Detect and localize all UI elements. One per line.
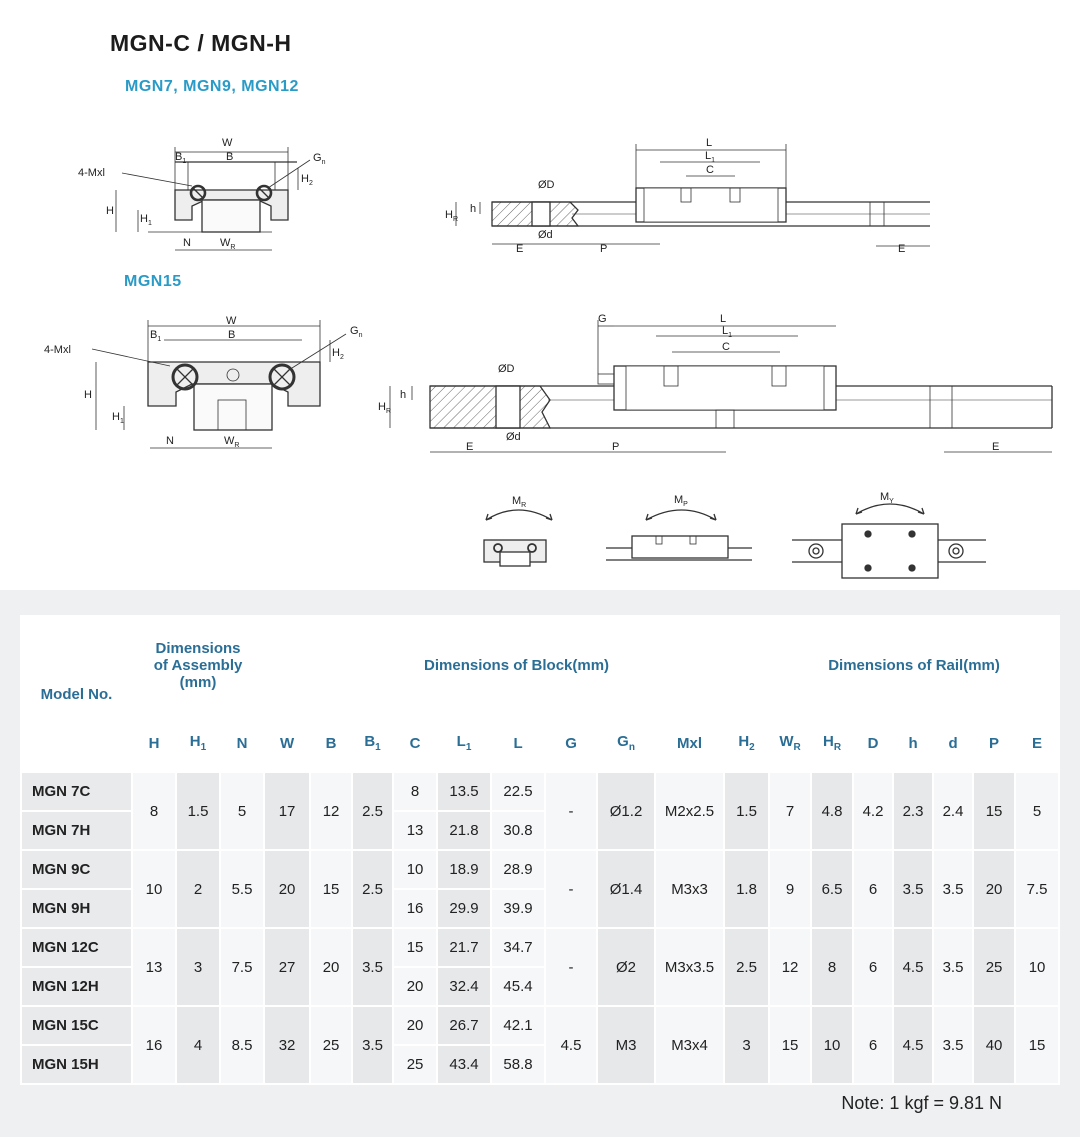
cell-g: 4.5 — [545, 1006, 597, 1084]
column-header — [132, 714, 176, 772]
column-header — [310, 714, 352, 772]
label-g-15: G — [598, 313, 607, 325]
label-od: ØD — [538, 179, 555, 191]
cell-h2: 2.5 — [724, 928, 769, 1006]
cell-h: 2.3 — [893, 772, 933, 850]
label-small-d-15: Ød — [506, 431, 521, 443]
column-header-subscript: 1 — [375, 742, 381, 753]
cell-l1: 21.7 — [437, 928, 491, 967]
cell-p: 25 — [973, 928, 1015, 1006]
cell-hr: 8 — [811, 928, 853, 1006]
column-header-label: d — [948, 734, 958, 752]
column-header-subscript: 2 — [749, 742, 755, 753]
column-header — [1015, 714, 1059, 772]
spec-table-body — [21, 772, 1059, 1084]
label-b1-subscript: 1 — [182, 158, 187, 165]
cell-b1: 2.5 — [352, 772, 393, 850]
label-wr-main: W — [220, 237, 231, 249]
label-hr-subscript: R — [452, 216, 459, 223]
section-label-mgn15: MGN15 — [124, 273, 182, 290]
label-gn-main: G — [313, 152, 322, 164]
moment-mr-icon — [484, 510, 552, 566]
column-header — [264, 714, 310, 772]
side-view-small — [456, 144, 930, 246]
label-mr-main: M — [512, 495, 522, 507]
cell-b: 20 — [310, 928, 352, 1006]
cell-h1: 1.5 — [176, 772, 220, 850]
label-l1-15 — [722, 325, 732, 339]
label-gn — [313, 152, 326, 166]
column-header — [352, 714, 393, 772]
cell-d: 3.5 — [933, 928, 973, 1006]
label-b-15: B — [228, 329, 236, 341]
cell-h2: 3 — [724, 1006, 769, 1084]
label-mxl: 4-Mxl — [78, 167, 105, 179]
label-l1-15-main: L — [722, 325, 729, 337]
label-my-subscript: Y — [889, 498, 894, 505]
column-header — [655, 714, 724, 772]
label-h2 — [301, 173, 313, 187]
label-gn-15-subscript: n — [358, 332, 363, 339]
cell-d: 6 — [853, 850, 893, 928]
end-view-small — [116, 147, 310, 250]
moment-labels — [512, 491, 894, 509]
column-header — [176, 714, 220, 772]
label-h1 — [140, 213, 152, 227]
cell-wr: 12 — [769, 928, 811, 1006]
cell-h: 10 — [132, 850, 176, 928]
label-wr-15-main: W — [224, 435, 235, 447]
cell-hr: 4.8 — [811, 772, 853, 850]
column-header-label: C — [409, 734, 421, 752]
label-p: P — [600, 243, 608, 255]
column-header-label: G — [565, 734, 577, 752]
column-header — [545, 714, 597, 772]
cell-b1: 2.5 — [352, 850, 393, 928]
cell-l: 45.4 — [491, 967, 545, 1006]
cell-b1: 3.5 — [352, 1006, 393, 1084]
label-h2-main: H — [301, 173, 309, 185]
label-my-main: M — [880, 491, 890, 503]
cell-p: 15 — [973, 772, 1015, 850]
cell-p: 20 — [973, 850, 1015, 928]
label-wr-15 — [224, 435, 239, 449]
label-wr-subscript: R — [230, 244, 236, 251]
column-header — [893, 714, 933, 772]
cell-d: 3.5 — [933, 850, 973, 928]
label-mr — [512, 495, 526, 509]
cell-c: 16 — [393, 889, 437, 928]
label-c: C — [706, 164, 714, 176]
label-small-d: Ød — [538, 229, 553, 241]
label-small-h-15: h — [400, 389, 407, 401]
side-view-mgn15 — [390, 320, 1052, 452]
label-mp-main: M — [674, 494, 684, 506]
cell-l: 22.5 — [491, 772, 545, 811]
label-h2-15 — [332, 347, 344, 361]
cell-l: 58.8 — [491, 1045, 545, 1084]
unit-note: Note: 1 kgf = 9.81 N — [841, 1093, 1002, 1113]
label-b1-15-main: B — [150, 329, 158, 341]
cell-c: 13 — [393, 811, 437, 850]
cell-h: 13 — [132, 928, 176, 1006]
cell-mxl: M3x3.5 — [655, 928, 724, 1006]
label-e: E — [516, 243, 524, 255]
cell-h: 4.5 — [893, 1006, 933, 1084]
label-w: W — [222, 137, 233, 149]
cell-l1: 13.5 — [437, 772, 491, 811]
label-gn-subscript: n — [321, 159, 326, 166]
label-l1-subscript: 1 — [711, 157, 716, 164]
table-row — [21, 1006, 1059, 1045]
column-header-subscript: R — [793, 742, 801, 753]
cell-d: 6 — [853, 1006, 893, 1084]
column-header-label: E — [1032, 734, 1043, 752]
cell-l1: 43.4 — [437, 1045, 491, 1084]
model-name-cell: MGN 12H — [21, 967, 132, 1006]
label-h1-main: H — [140, 213, 148, 225]
column-header-subscript: R — [833, 742, 842, 753]
cell-d: 4.2 — [853, 772, 893, 850]
label-h2-subscript: 2 — [308, 180, 313, 187]
label-b1 — [175, 151, 186, 165]
label-h1-15 — [112, 411, 124, 425]
header-assembly-line1: Dimensions — [155, 639, 241, 657]
header-model-no: Model No. — [21, 616, 132, 772]
cell-c: 20 — [393, 1006, 437, 1045]
model-name-cell: MGN 7H — [21, 811, 132, 850]
cell-e: 5 — [1015, 772, 1059, 850]
column-header-label: H — [148, 734, 160, 752]
cell-l1: 26.7 — [437, 1006, 491, 1045]
cell-gn: M3 — [597, 1006, 655, 1084]
column-header-label: N — [236, 734, 248, 752]
model-name-cell: MGN 12C — [21, 928, 132, 967]
moment-mp-icon — [606, 510, 752, 560]
label-b1-main: B — [175, 151, 183, 163]
table-row — [21, 850, 1059, 889]
label-my — [880, 491, 894, 505]
label-h2-15-main: H — [332, 347, 340, 359]
cell-hr: 6.5 — [811, 850, 853, 928]
cell-h: 3.5 — [893, 850, 933, 928]
cell-p: 40 — [973, 1006, 1015, 1084]
cell-mxl: M2x2.5 — [655, 772, 724, 850]
moment-my-icon — [792, 504, 986, 578]
cell-l: 34.7 — [491, 928, 545, 967]
cell-gn: Ø1.2 — [597, 772, 655, 850]
column-header — [220, 714, 264, 772]
cell-c: 15 — [393, 928, 437, 967]
column-header-subscript: 1 — [465, 742, 472, 753]
column-header — [769, 714, 811, 772]
cell-h2: 1.8 — [724, 850, 769, 928]
cell-g: - — [545, 772, 597, 850]
header-assembly-line3: (mm) — [179, 673, 217, 691]
cell-gn: Ø2 — [597, 928, 655, 1006]
spec-table-panel — [0, 590, 1080, 1137]
column-header-label: P — [989, 734, 1000, 752]
cell-h1: 3 — [176, 928, 220, 1006]
label-e-right-15: E — [992, 441, 1000, 453]
column-header-row — [21, 714, 1059, 772]
cell-n: 7.5 — [220, 928, 264, 1006]
column-header — [973, 714, 1015, 772]
label-b: B — [226, 151, 234, 163]
label-mr-subscript: R — [521, 502, 527, 509]
column-header-label: B — [364, 733, 376, 750]
label-h-15: H — [84, 389, 92, 401]
label-l1 — [705, 150, 715, 164]
cell-w: 32 — [264, 1006, 310, 1084]
cell-d: 2.4 — [933, 772, 973, 850]
cell-e: 10 — [1015, 928, 1059, 1006]
label-h1-15-subscript: 1 — [119, 418, 124, 425]
cell-c: 8 — [393, 772, 437, 811]
cell-h1: 4 — [176, 1006, 220, 1084]
cell-l1: 32.4 — [437, 967, 491, 1006]
label-c-15: C — [722, 341, 730, 353]
label-hr-15 — [378, 401, 391, 415]
label-mp — [674, 494, 688, 508]
column-header-label: L — [513, 734, 523, 752]
header-rail: Dimensions of Rail(mm) — [769, 616, 1059, 714]
cell-wr: 15 — [769, 1006, 811, 1084]
label-od-15: ØD — [498, 363, 515, 375]
cell-c: 10 — [393, 850, 437, 889]
label-l-15: L — [720, 313, 727, 325]
label-h1-15-main: H — [112, 411, 120, 423]
label-gn-15 — [350, 325, 363, 339]
column-header-subscript: n — [628, 742, 635, 753]
cell-g: - — [545, 850, 597, 928]
cell-l: 42.1 — [491, 1006, 545, 1045]
label-hr-15-main: H — [378, 401, 386, 413]
label-mp-subscript: P — [683, 501, 688, 508]
cell-mxl: M3x4 — [655, 1006, 724, 1084]
label-p-15: P — [612, 441, 620, 453]
model-name-cell: MGN 9H — [21, 889, 132, 928]
column-header-label: G — [617, 733, 629, 750]
column-header-label: L — [456, 733, 466, 750]
column-header — [597, 714, 655, 772]
column-header-label: H — [822, 733, 834, 750]
end-view-mgn15 — [92, 320, 346, 448]
cell-h: 4.5 — [893, 928, 933, 1006]
cell-l: 28.9 — [491, 850, 545, 889]
label-h: H — [106, 205, 114, 217]
header-assembly-line2: of Assembly — [153, 656, 243, 674]
cell-g: - — [545, 928, 597, 1006]
model-name-cell: MGN 15H — [21, 1045, 132, 1084]
column-header-label: Mxl — [677, 734, 703, 752]
column-header-label: B — [325, 734, 337, 752]
label-h2-15-subscript: 2 — [339, 354, 344, 361]
cell-gn: Ø1.4 — [597, 850, 655, 928]
cell-l1: 18.9 — [437, 850, 491, 889]
cell-hr: 10 — [811, 1006, 853, 1084]
column-header — [393, 714, 437, 772]
label-hr-15-subscript: R — [385, 408, 392, 415]
cell-l: 39.9 — [491, 889, 545, 928]
label-e-15: E — [466, 441, 474, 453]
label-wr-15-subscript: R — [234, 442, 240, 449]
column-header — [811, 714, 853, 772]
label-gn-15-main: G — [350, 325, 359, 337]
column-header — [724, 714, 769, 772]
cell-w: 27 — [264, 928, 310, 1006]
cell-b1: 3.5 — [352, 928, 393, 1006]
cell-e: 15 — [1015, 1006, 1059, 1084]
label-n-15: N — [166, 435, 174, 447]
cell-wr: 9 — [769, 850, 811, 928]
column-header — [933, 714, 973, 772]
column-header — [491, 714, 545, 772]
cell-c: 25 — [393, 1045, 437, 1084]
column-header-label: H — [738, 733, 750, 750]
cell-n: 8.5 — [220, 1006, 264, 1084]
cell-l1: 29.9 — [437, 889, 491, 928]
cell-h: 8 — [132, 772, 176, 850]
cell-h: 16 — [132, 1006, 176, 1084]
cell-h2: 1.5 — [724, 772, 769, 850]
label-h1-subscript: 1 — [147, 220, 152, 227]
column-header-subscript: 1 — [200, 742, 207, 753]
label-l: L — [706, 137, 713, 149]
cell-b: 15 — [310, 850, 352, 928]
label-wr — [220, 237, 235, 251]
label-l1-15-subscript: 1 — [728, 332, 733, 339]
table-row — [21, 928, 1059, 967]
cell-l: 30.8 — [491, 811, 545, 850]
cell-d: 3.5 — [933, 1006, 973, 1084]
cell-b: 25 — [310, 1006, 352, 1084]
cell-d: 6 — [853, 928, 893, 1006]
cell-mxl: M3x3 — [655, 850, 724, 928]
table-row — [21, 772, 1059, 811]
cell-n: 5 — [220, 772, 264, 850]
cell-c: 20 — [393, 967, 437, 1006]
label-mxl-15: 4-Mxl — [44, 344, 71, 356]
cell-e: 7.5 — [1015, 850, 1059, 928]
column-header-label: W — [779, 733, 794, 750]
label-e-right: E — [898, 243, 906, 255]
cell-b: 12 — [310, 772, 352, 850]
label-hr-main: H — [445, 209, 453, 221]
column-header-label: H — [189, 733, 201, 750]
spec-table — [20, 615, 1060, 1085]
cell-n: 5.5 — [220, 850, 264, 928]
label-l1-main: L — [705, 150, 712, 162]
cell-l1: 21.8 — [437, 811, 491, 850]
cell-w: 17 — [264, 772, 310, 850]
section-label-small-series: MGN7, MGN9, MGN12 — [125, 78, 299, 95]
header-assembly — [132, 616, 264, 714]
label-b1-15-subscript: 1 — [157, 336, 162, 343]
cell-h1: 2 — [176, 850, 220, 928]
column-header — [437, 714, 491, 772]
label-small-h: h — [470, 203, 477, 215]
model-name-cell: MGN 7C — [21, 772, 132, 811]
cell-w: 20 — [264, 850, 310, 928]
header-block: Dimensions of Block(mm) — [264, 616, 769, 714]
column-header-label: D — [867, 734, 879, 752]
column-header — [853, 714, 893, 772]
column-header-label: W — [279, 734, 295, 752]
page-title: MGN-C / MGN-H — [110, 30, 292, 56]
label-b1-15 — [150, 329, 161, 343]
label-n: N — [183, 237, 191, 249]
model-name-cell: MGN 9C — [21, 850, 132, 889]
model-name-cell: MGN 15C — [21, 1006, 132, 1045]
label-w-15: W — [226, 315, 237, 327]
cell-wr: 7 — [769, 772, 811, 850]
column-header-label: h — [908, 734, 918, 752]
